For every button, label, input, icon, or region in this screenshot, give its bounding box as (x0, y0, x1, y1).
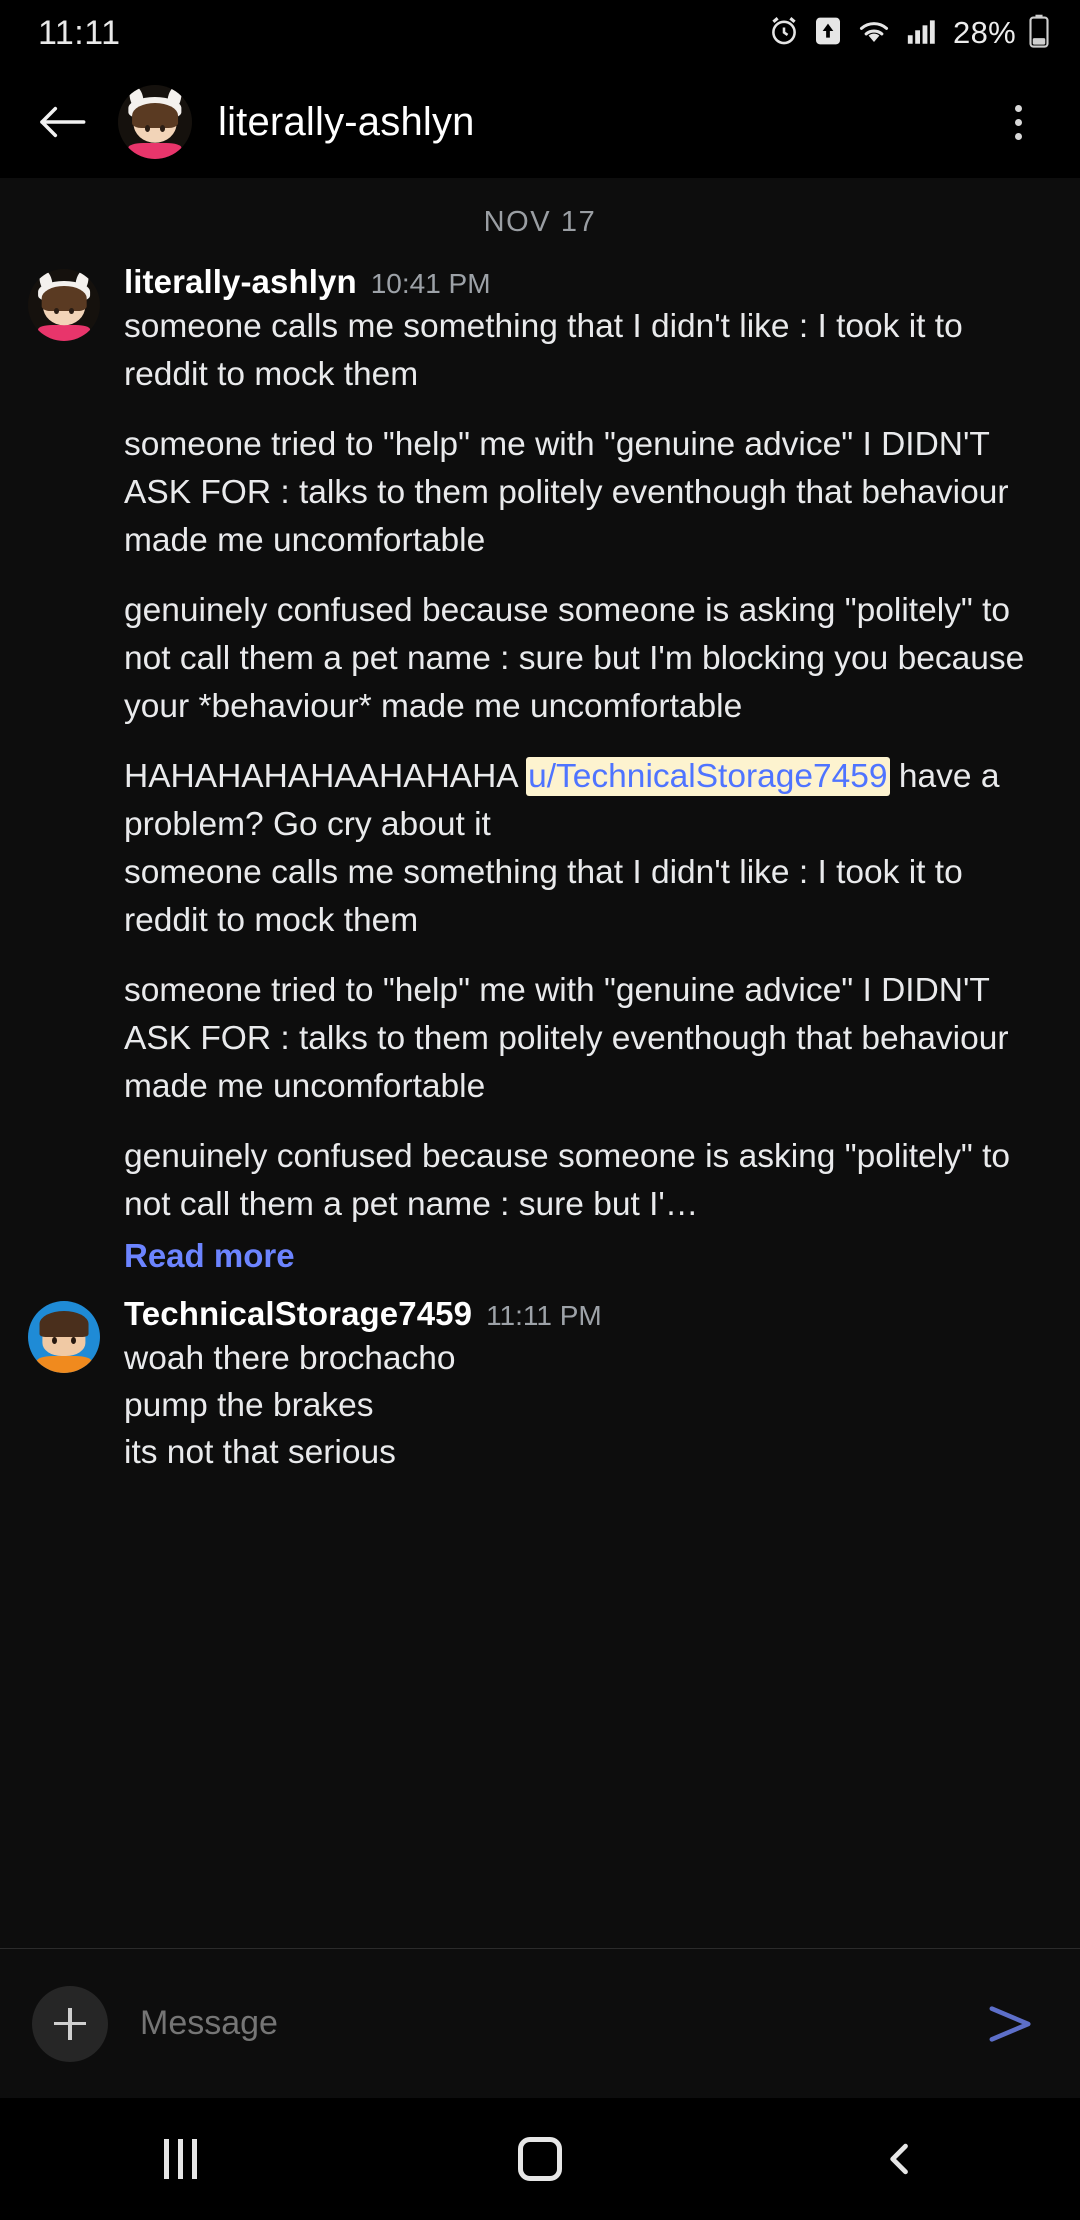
paragraph-spacer (124, 1111, 1046, 1133)
quote-suffix-text: have a problem? Go cry about it (124, 758, 1009, 843)
message-input[interactable] (140, 2004, 976, 2043)
alarm-icon (767, 14, 801, 53)
message-quote-intro (124, 753, 1046, 849)
paragraph-spacer (124, 731, 1046, 753)
signal-icon (905, 15, 939, 52)
plus-icon[interactable] (32, 1986, 108, 2062)
message-author[interactable]: literally-ashlyn (124, 263, 357, 300)
nfc-icon (813, 15, 843, 52)
message-body (124, 263, 1046, 1275)
home-icon[interactable] (360, 2098, 720, 2220)
page-title: literally-ashlyn (218, 99, 475, 144)
message-composer (0, 1948, 1080, 2098)
status-bar (0, 0, 1080, 66)
message-paragraph: genuinely confused because someone is asking "politely" to not call them a pet name : sure but I'm blocking you because your *behaviour* made me uncomfortable (124, 592, 1034, 725)
battery-icon (1028, 14, 1050, 53)
message-header (124, 1295, 1046, 1333)
message-timestamp: 10:41 PM (370, 268, 491, 299)
quote-prefix-text: HAHAHAHAHAAHAHAHA (124, 758, 527, 795)
system-navigation-bar (0, 2098, 1080, 2220)
message-body (124, 1295, 1046, 1476)
send-icon[interactable] (976, 1989, 1046, 2059)
message-timestamp: 11:11 PM (486, 1300, 602, 1331)
quoted-paragraph: genuinely confused because someone is asking "politely" to not call them a pet name : sure but I'… (124, 1138, 1020, 1223)
message-line: woah there brochacho (124, 1340, 456, 1377)
paragraph-spacer (124, 945, 1046, 967)
message-item[interactable] (0, 257, 1080, 1275)
message-item[interactable] (0, 1275, 1080, 1476)
date-divider: NOV 17 (483, 206, 597, 238)
message-paragraph: someone calls me something that I didn't like : I took it to reddit to mock them (124, 308, 973, 393)
message-paragraph: someone tried to "help" me with "genuine advice" I DIDN'T ASK FOR : talks to them politely eventhough that behaviour made me uncomfortable (124, 426, 1018, 559)
paragraph-spacer (124, 399, 1046, 421)
status-time: 11:11 (38, 13, 121, 52)
header-avatar[interactable] (118, 85, 192, 159)
message-header (124, 263, 1046, 301)
message-author[interactable]: TechnicalStorage7459 (124, 1295, 473, 1332)
avatar[interactable] (28, 269, 100, 341)
paragraph-spacer (124, 565, 1046, 587)
read-more-button[interactable]: Read more (124, 1237, 295, 1274)
status-icons (767, 14, 1050, 53)
back-arrow-icon[interactable] (30, 90, 94, 154)
message-line: its not that serious (124, 1434, 396, 1471)
quoted-paragraph: someone tried to "help" me with "genuine advice" I DIDN'T ASK FOR : talks to them politely eventhough that behaviour made me uncomfortable (124, 972, 1018, 1105)
wifi-icon (855, 15, 893, 52)
battery-percent: 28% (953, 15, 1016, 50)
chat-header (0, 66, 1080, 178)
user-mention-link[interactable]: u/TechnicalStorage7459 (528, 758, 888, 795)
message-thread[interactable] (0, 178, 1080, 1948)
message-line: pump the brakes (124, 1387, 374, 1424)
recents-icon[interactable] (0, 2098, 360, 2220)
back-icon[interactable] (720, 2098, 1080, 2220)
quoted-paragraph: someone calls me something that I didn't like : I took it to reddit to mock them (124, 854, 973, 939)
avatar[interactable] (28, 1301, 100, 1373)
more-options-icon[interactable] (990, 90, 1046, 154)
